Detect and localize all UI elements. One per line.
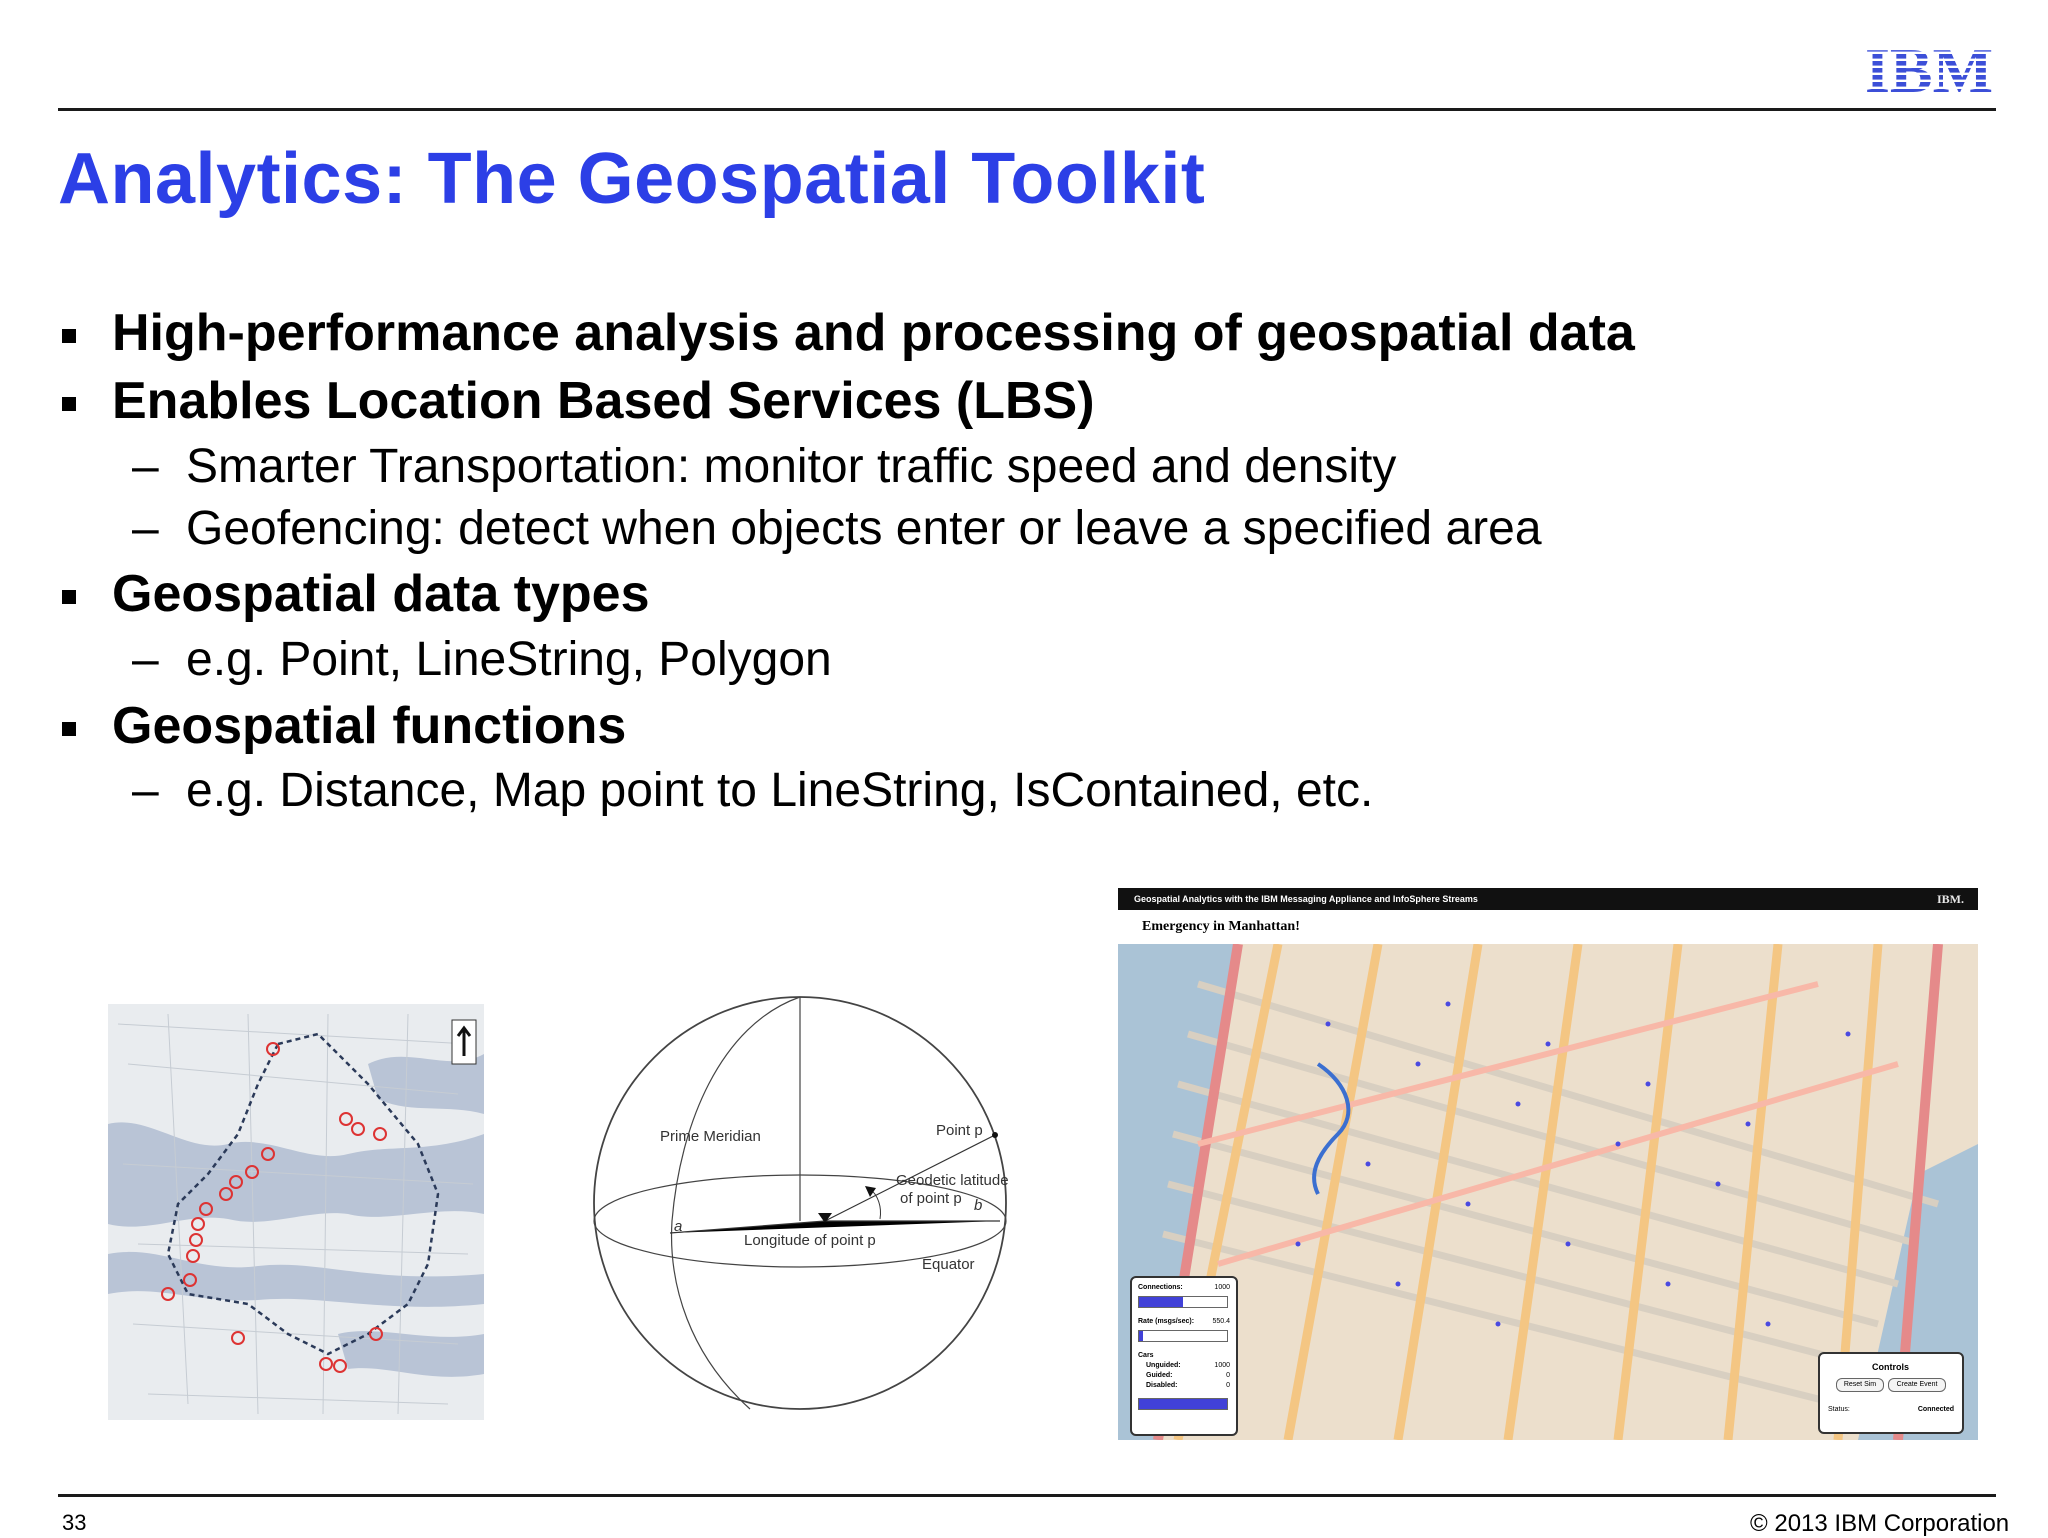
connections-value: 1000 xyxy=(1214,1284,1230,1291)
bullet-marker xyxy=(62,329,76,343)
guided-value: 0 xyxy=(1226,1372,1230,1379)
controls-panel xyxy=(1818,1352,1964,1434)
app-header xyxy=(1118,888,1978,910)
b-label: b xyxy=(974,1197,983,1214)
bullet-text: Geospatial functions xyxy=(112,697,627,755)
sub-dash: – xyxy=(132,633,159,686)
prime-meridian-label: Prime Meridian xyxy=(660,1128,761,1145)
rate-value: 550.4 xyxy=(1212,1318,1230,1325)
status-value: Connected xyxy=(1917,1406,1954,1413)
app-subtitle: Emergency in Manhattan! xyxy=(1118,910,1978,944)
app-header-title: Geospatial Analytics with the IBM Messaging Appliance and InfoSphere Streams xyxy=(1134,894,1478,904)
connections-bar-fill xyxy=(1139,1297,1183,1307)
guided-label: Guided: xyxy=(1146,1372,1173,1379)
bullet-text: Geospatial data types xyxy=(112,565,650,623)
ibm-logo-text: IBM xyxy=(1865,40,1993,96)
bullet-marker xyxy=(62,722,76,736)
stats-panel xyxy=(1130,1276,1238,1436)
connections-bar xyxy=(1138,1296,1228,1308)
connections-label: Connections: xyxy=(1138,1284,1183,1291)
geodetic-latitude-label: Geodetic latitude xyxy=(896,1172,1009,1189)
manhattan-app-screenshot xyxy=(1118,888,1978,1440)
bullet-marker xyxy=(62,397,76,411)
disabled-value: 0 xyxy=(1226,1382,1230,1389)
cars-bar xyxy=(1138,1398,1228,1410)
status-label: Status: xyxy=(1828,1406,1850,1413)
disabled-label: Disabled: xyxy=(1146,1382,1178,1389)
sub-dash: – xyxy=(132,764,159,817)
cars-label: Cars xyxy=(1138,1352,1154,1359)
ibm-logo xyxy=(1862,40,1996,96)
sub-dash: – xyxy=(132,440,159,493)
sub-text: Smarter Transportation: monitor traffic speed and density xyxy=(186,440,1397,493)
bottom-rule xyxy=(58,1494,1996,1497)
bullet-marker xyxy=(62,590,76,604)
sub-text: e.g. Distance, Map point to LineString, IsContained, etc. xyxy=(186,764,1374,817)
unguided-label: Unguided: xyxy=(1146,1362,1181,1369)
unguided-value: 1000 xyxy=(1214,1362,1230,1369)
page-number: 33 xyxy=(62,1510,87,1535)
bullet-text: High-performance analysis and processing of geospatial data xyxy=(112,304,1635,362)
sub-text: Geofencing: detect when objects enter or leave a specified area xyxy=(186,502,1542,555)
copyright: © 2013 IBM Corporation xyxy=(1750,1510,2010,1537)
controls-title: Controls xyxy=(1872,1362,1909,1372)
geodetic-sphere-diagram xyxy=(580,985,1020,1425)
app-ibm-logo: IBM. xyxy=(1937,892,1964,906)
page-title: Analytics: The Geospatial Toolkit xyxy=(58,139,1206,219)
stockholm-map-image xyxy=(108,1004,484,1420)
bullet-text: Enables Location Based Services (LBS) xyxy=(112,372,1095,430)
reset-sim-button[interactable]: Reset Sim xyxy=(1836,1378,1884,1392)
geodetic-latitude-label-2: of point p xyxy=(900,1190,962,1207)
longitude-label: Longitude of point p xyxy=(744,1232,876,1249)
sub-dash: – xyxy=(132,502,159,555)
equator-label: Equator xyxy=(922,1256,975,1273)
rate-bar xyxy=(1138,1330,1228,1342)
rate-label: Rate (msgs/sec): xyxy=(1138,1318,1195,1325)
point-p-label: Point p xyxy=(936,1122,983,1139)
sub-text: e.g. Point, LineString, Polygon xyxy=(186,633,832,686)
rate-bar-fill xyxy=(1139,1331,1143,1341)
top-rule xyxy=(58,108,1996,111)
create-event-button[interactable]: Create Event xyxy=(1888,1378,1946,1392)
a-label: a xyxy=(674,1218,683,1235)
